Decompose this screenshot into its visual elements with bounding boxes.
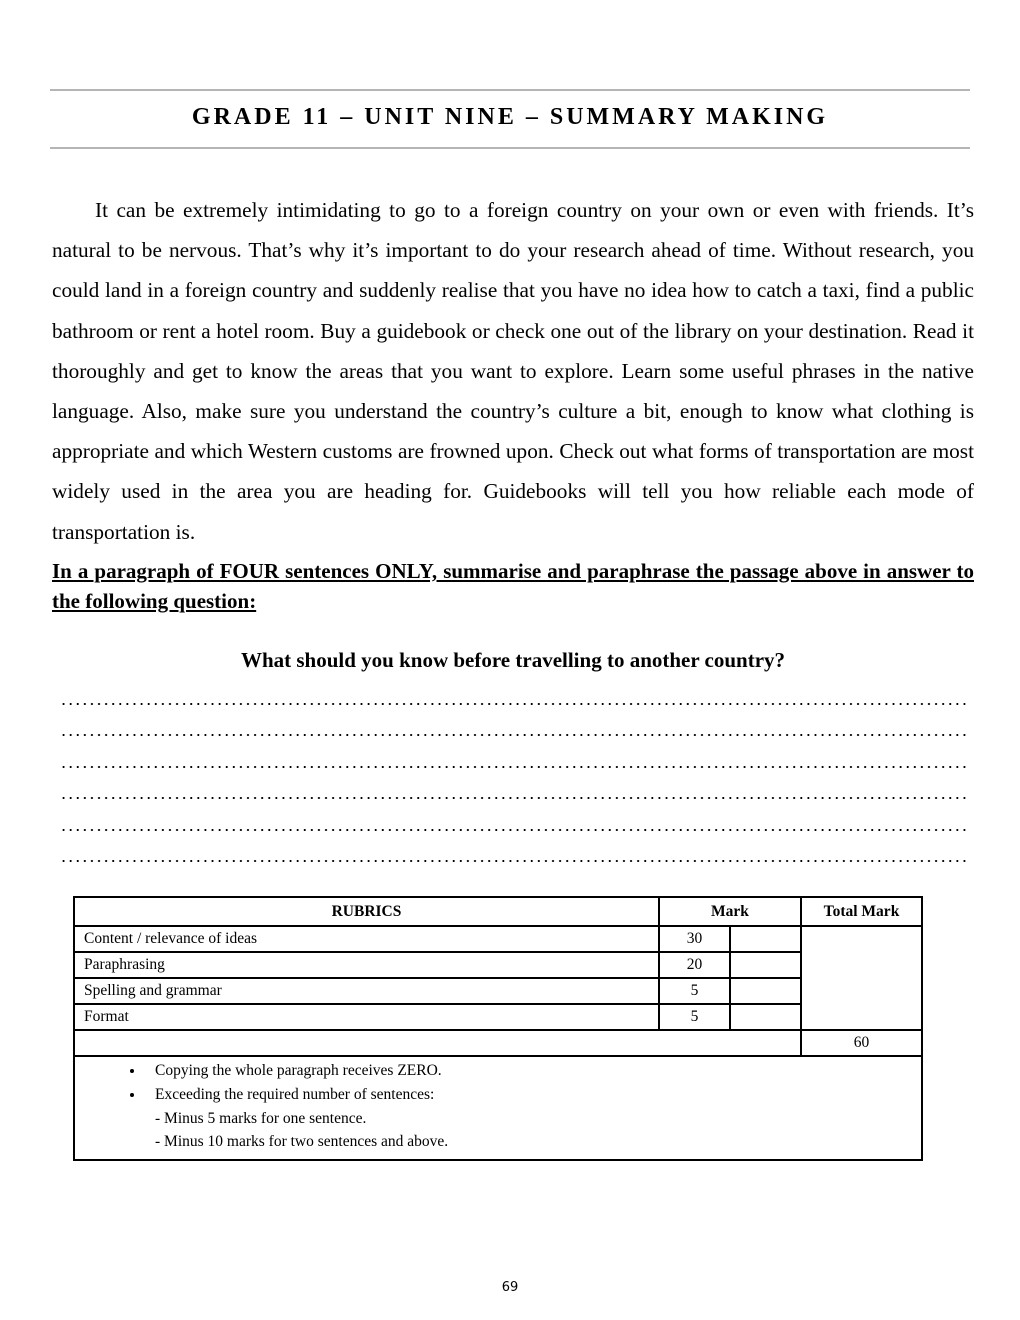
rubric-score-cell[interactable] — [730, 978, 801, 1004]
rubric-criteria-header: RUBRICS — [74, 897, 659, 926]
rubric-max-mark: 30 — [659, 926, 730, 952]
table-row — [74, 978, 922, 1004]
header-top-rule — [50, 89, 970, 91]
rubric-score-cell[interactable] — [730, 926, 801, 952]
rubric-criterion: Format — [74, 1004, 659, 1030]
rubric-penalty-note: - Minus 10 marks for two sentences and above. — [155, 1133, 449, 1150]
table-row — [74, 1004, 922, 1030]
rubric-note: • Exceeding the required number of sentences: — [145, 1083, 921, 1107]
rubric-criterion: Content / relevance of ideas — [74, 926, 659, 952]
rubric-penalty-note: - Minus 5 marks for one sentence. — [155, 1110, 367, 1127]
passage-text: It can be extremely intimidating to go to a foreign country on your own or even with friends. It’s natural to be nervous. That’s why it’s important to do your research ahead of time. Without research, you could land in a foreign country and suddenly realise that you have no idea how to catch a taxi, find a public bathroom or rent a hotel room. Buy a guidebook or check one out of the library on your destination. Read it thoroughly and get to know the areas that you want to explore. Learn some useful phrases in the native language. Also, make sure you understand the country’s culture a bit, enough to know what clothing is appropriate and which Western customs are frowned upon. Check out what forms of transportation are most widely used in the area you are heading for. Guidebooks will tell you how reliable each mode of transportation is. — [52, 198, 974, 544]
table-row — [74, 952, 922, 978]
rubric-score-cell[interactable] — [730, 952, 801, 978]
rubric-max-mark: 5 — [659, 1004, 730, 1030]
rubric-criterion: Paraphrasing — [74, 952, 659, 978]
answer-line-4[interactable] — [60, 777, 970, 809]
rubric-total-value: 60 — [801, 1030, 922, 1056]
dotted-line — [60, 860, 970, 862]
rubric-notes — [74, 1056, 922, 1160]
rubric-total-spacer — [74, 1030, 801, 1056]
page-title: GRADE 11 – UNIT NINE – SUMMARY MAKING — [191, 104, 829, 130]
answer-line-1[interactable] — [60, 682, 970, 714]
answer-line-5[interactable] — [60, 808, 970, 840]
rubric-table — [73, 896, 923, 1161]
rubric-total-cell[interactable] — [801, 926, 922, 1030]
task-instruction: In a paragraph of FOUR sentences ONLY, summarise and paraphrase the passage above in answer to the following question: — [52, 559, 974, 613]
answer-line-3[interactable] — [60, 745, 970, 777]
rubric-max-mark: 5 — [659, 978, 730, 1004]
rubric-total-header: Total Mark — [801, 897, 922, 926]
rubric-notes-row — [74, 1056, 922, 1160]
rubric-criterion: Spelling and grammar — [74, 978, 659, 1004]
dotted-line — [60, 829, 970, 831]
dotted-line — [60, 797, 970, 799]
table-row — [74, 926, 922, 952]
dotted-line — [60, 703, 970, 705]
summary-question: What should you know before travelling to another country? — [240, 648, 786, 672]
header-bottom-rule — [50, 147, 970, 149]
answer-area[interactable] — [60, 682, 970, 871]
rubric-header-row — [74, 897, 922, 926]
answer-line-6[interactable] — [60, 840, 970, 872]
dotted-line — [60, 766, 970, 768]
rubric-total-row — [74, 1030, 922, 1056]
rubric-note: • Copying the whole paragraph receives ZERO. — [145, 1059, 921, 1083]
answer-line-2[interactable] — [60, 714, 970, 746]
rubric-max-mark: 20 — [659, 952, 730, 978]
reading-passage — [52, 190, 974, 552]
page-number: 69 — [501, 1280, 519, 1295]
rubric-mark-header: Mark — [659, 897, 801, 926]
rubric-score-cell[interactable] — [730, 1004, 801, 1030]
dotted-line — [60, 734, 970, 736]
